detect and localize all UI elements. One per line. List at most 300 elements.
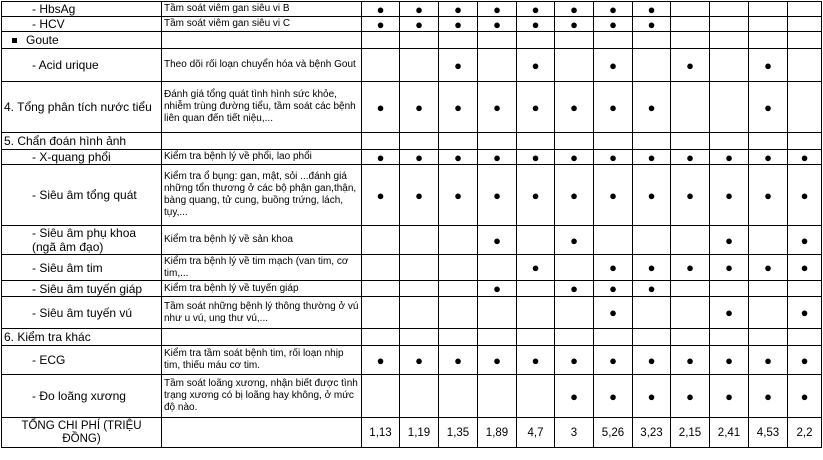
package-1-cell bbox=[362, 2, 400, 17]
included-dot-icon: ● bbox=[570, 149, 578, 165]
package-10-cell bbox=[710, 346, 749, 375]
package-10-cell bbox=[710, 329, 749, 346]
included-dot-icon: ● bbox=[609, 187, 617, 203]
included-dot-icon: ● bbox=[570, 16, 578, 32]
package-7-cell bbox=[594, 49, 633, 82]
included-dot-icon: ● bbox=[800, 388, 809, 404]
included-dot-icon: ● bbox=[493, 281, 501, 296]
package-2-cell bbox=[400, 281, 439, 297]
test-description: Tầm soát viêm gan siêu vi B bbox=[162, 2, 362, 17]
included-dot-icon: ● bbox=[764, 57, 772, 73]
included-dot-icon: ● bbox=[686, 388, 694, 404]
package-3-cell bbox=[439, 82, 478, 133]
package-7-cell bbox=[594, 32, 633, 49]
package-7-cell bbox=[594, 82, 633, 133]
package-3-cost: 1,35 bbox=[439, 418, 478, 448]
package-3-cell bbox=[439, 329, 478, 346]
included-dot-icon: ● bbox=[609, 57, 617, 73]
total-cost-row bbox=[2, 418, 822, 448]
package-12-cell bbox=[788, 255, 822, 281]
package-5-cell bbox=[517, 82, 555, 133]
package-1-cell bbox=[362, 375, 400, 418]
package-3-cell bbox=[439, 150, 478, 165]
package-12-cell bbox=[788, 329, 822, 346]
included-dot-icon: ● bbox=[531, 57, 540, 73]
package-9-cell bbox=[671, 297, 710, 329]
package-6-cell bbox=[555, 2, 594, 17]
package-10-cell bbox=[710, 133, 749, 150]
package-9-cell bbox=[671, 329, 710, 346]
included-dot-icon: ● bbox=[764, 99, 772, 115]
included-dot-icon: ● bbox=[686, 352, 694, 368]
package-4-cell bbox=[478, 255, 517, 281]
package-2-cell bbox=[400, 226, 439, 255]
package-6-cell bbox=[555, 133, 594, 150]
package-6-cell bbox=[555, 346, 594, 375]
package-5-cell bbox=[517, 329, 555, 346]
test-description: Theo dõi rối loạn chuyển hóa và bệnh Gout bbox=[162, 49, 362, 82]
test-description bbox=[162, 32, 362, 49]
included-dot-icon: ● bbox=[570, 388, 578, 404]
package-7-cell bbox=[594, 281, 633, 297]
test-name: 4. Tổng phân tích nước tiểu bbox=[4, 100, 152, 114]
package-3-cell bbox=[439, 255, 478, 281]
test-description: Đánh giá tổng quát tình hình sức khỏe, nhiễm trùng đường tiểu, tầm soát các bệnh liên quan đến tiết niệu,... bbox=[162, 82, 362, 133]
package-5-cell bbox=[517, 17, 555, 32]
included-dot-icon: ● bbox=[531, 16, 540, 32]
package-6-cell bbox=[555, 375, 594, 418]
package-7-cell bbox=[594, 17, 633, 32]
included-dot-icon: ● bbox=[454, 149, 462, 165]
package-1-cell bbox=[362, 150, 400, 165]
package-12-cell bbox=[788, 346, 822, 375]
package-4-cell bbox=[478, 165, 517, 226]
package-12-cell bbox=[788, 226, 822, 255]
included-dot-icon: ● bbox=[647, 352, 656, 368]
package-4-cell bbox=[478, 375, 517, 418]
package-4-cell bbox=[478, 82, 517, 133]
table-row bbox=[2, 2, 822, 17]
included-dot-icon: ● bbox=[609, 305, 617, 320]
included-dot-icon: ● bbox=[493, 99, 501, 115]
package-10-cell bbox=[710, 375, 749, 418]
package-8-cell bbox=[633, 255, 671, 281]
package-12-cell bbox=[788, 82, 822, 133]
package-2-cell bbox=[400, 17, 439, 32]
package-9-cell bbox=[671, 165, 710, 226]
package-1-cell bbox=[362, 165, 400, 226]
test-name: - HCV bbox=[32, 17, 65, 31]
test-name-cell bbox=[2, 375, 162, 418]
test-description: Tầm soát những bệnh lý thông thường ở vú như u vú, ung thư vú,... bbox=[162, 297, 362, 329]
package-2-cell bbox=[400, 255, 439, 281]
included-dot-icon: ● bbox=[454, 352, 462, 368]
package-5-cell bbox=[517, 150, 555, 165]
package-3-cell bbox=[439, 49, 478, 82]
test-description: Kiểm tra tầm soát bệnh tim, rối loạn nhịp tim, thiếu máu cơ tim. bbox=[162, 346, 362, 375]
included-dot-icon: ● bbox=[570, 232, 578, 248]
test-name: - Siêu âm tổng quát bbox=[32, 188, 137, 202]
table-row bbox=[2, 226, 822, 255]
package-6-cell bbox=[555, 226, 594, 255]
included-dot-icon: ● bbox=[725, 388, 733, 404]
package-9-cost: 2,15 bbox=[671, 418, 710, 448]
package-6-cell bbox=[555, 329, 594, 346]
test-description: Tầm soát viêm gan siêu vi C bbox=[162, 17, 362, 32]
included-dot-icon: ● bbox=[570, 187, 578, 203]
included-dot-icon: ● bbox=[647, 281, 656, 296]
test-name-cell bbox=[2, 32, 162, 49]
table-row bbox=[2, 82, 822, 133]
table-row bbox=[2, 150, 822, 165]
package-5-cell bbox=[517, 281, 555, 297]
package-10-cell bbox=[710, 2, 749, 17]
package-2-cell bbox=[400, 329, 439, 346]
package-2-cell bbox=[400, 32, 439, 49]
included-dot-icon: ● bbox=[647, 187, 656, 203]
package-7-cell bbox=[594, 165, 633, 226]
package-9-cell bbox=[671, 375, 710, 418]
test-name: 6. Kiểm tra khác bbox=[4, 330, 91, 344]
included-dot-icon: ● bbox=[764, 352, 772, 368]
package-3-cell bbox=[439, 32, 478, 49]
package-2-cell bbox=[400, 165, 439, 226]
package-9-cell bbox=[671, 346, 710, 375]
test-description: Kiểm tra bệnh lý về tim mạch (van tim, cơ tim,... bbox=[162, 255, 362, 281]
package-8-cell bbox=[633, 226, 671, 255]
package-11-cell bbox=[749, 281, 788, 297]
package-7-cost: 5,26 bbox=[594, 418, 633, 448]
package-12-cell bbox=[788, 375, 822, 418]
package-6-cell bbox=[555, 281, 594, 297]
package-12-cell bbox=[788, 150, 822, 165]
included-dot-icon: ● bbox=[609, 149, 617, 165]
package-2-cell bbox=[400, 150, 439, 165]
package-11-cost: 4,53 bbox=[749, 418, 788, 448]
included-dot-icon: ● bbox=[764, 260, 772, 275]
included-dot-icon: ● bbox=[531, 352, 540, 368]
package-1-cost: 1,13 bbox=[362, 418, 400, 448]
included-dot-icon: ● bbox=[800, 305, 809, 320]
included-dot-icon: ● bbox=[415, 16, 423, 32]
included-dot-icon: ● bbox=[764, 388, 772, 404]
package-10-cell bbox=[710, 281, 749, 297]
package-9-cell bbox=[671, 17, 710, 32]
package-8-cell bbox=[633, 2, 671, 17]
package-8-cell bbox=[633, 375, 671, 418]
included-dot-icon: ● bbox=[647, 1, 656, 17]
package-4-cell bbox=[478, 32, 517, 49]
test-name: - Đo loãng xương bbox=[32, 389, 126, 403]
package-10-cost: 2,41 bbox=[710, 418, 749, 448]
package-5-cell bbox=[517, 375, 555, 418]
package-9-cell bbox=[671, 226, 710, 255]
package-3-cell bbox=[439, 281, 478, 297]
test-description: Kiểm tra bệnh lý về tuyến giáp bbox=[162, 281, 362, 297]
included-dot-icon: ● bbox=[376, 16, 385, 32]
included-dot-icon: ● bbox=[454, 57, 462, 73]
package-10-cell bbox=[710, 165, 749, 226]
included-dot-icon: ● bbox=[415, 352, 423, 368]
package-11-cell bbox=[749, 226, 788, 255]
package-11-cell bbox=[749, 82, 788, 133]
package-11-cell bbox=[749, 133, 788, 150]
table-row bbox=[2, 281, 822, 297]
package-5-cost: 4,7 bbox=[517, 418, 555, 448]
included-dot-icon: ● bbox=[609, 1, 617, 17]
test-name-cell bbox=[2, 133, 162, 150]
package-7-cell bbox=[594, 375, 633, 418]
table-row bbox=[2, 297, 822, 329]
included-dot-icon: ● bbox=[686, 260, 694, 275]
package-11-cell bbox=[749, 49, 788, 82]
test-name-cell bbox=[2, 329, 162, 346]
package-8-cell bbox=[633, 17, 671, 32]
package-12-cell bbox=[788, 2, 822, 17]
package-2-cost: 1,19 bbox=[400, 418, 439, 448]
test-name-cell bbox=[2, 346, 162, 375]
package-3-cell bbox=[439, 375, 478, 418]
test-name-cell bbox=[2, 226, 162, 255]
package-3-cell bbox=[439, 165, 478, 226]
package-1-cell bbox=[362, 255, 400, 281]
test-description: Tầm soát loãng xương, nhận biết được tình trạng xương có bị loãng hay không, ở mức độ nào. bbox=[162, 375, 362, 418]
included-dot-icon: ● bbox=[764, 149, 772, 165]
included-dot-icon: ● bbox=[531, 149, 540, 165]
package-4-cell bbox=[478, 226, 517, 255]
square-bullet-icon bbox=[12, 38, 17, 43]
package-8-cell bbox=[633, 49, 671, 82]
package-5-cell bbox=[517, 49, 555, 82]
included-dot-icon: ● bbox=[531, 260, 540, 275]
package-1-cell bbox=[362, 297, 400, 329]
package-10-cell bbox=[710, 297, 749, 329]
table-row bbox=[2, 329, 822, 346]
package-2-cell bbox=[400, 2, 439, 17]
included-dot-icon: ● bbox=[725, 352, 733, 368]
included-dot-icon: ● bbox=[570, 1, 578, 17]
package-4-cost: 1,89 bbox=[478, 418, 517, 448]
package-4-cell bbox=[478, 133, 517, 150]
package-6-cell bbox=[555, 255, 594, 281]
package-2-cell bbox=[400, 346, 439, 375]
test-name: - Siêu âm tuyến giáp bbox=[32, 281, 143, 296]
included-dot-icon: ● bbox=[570, 99, 578, 115]
package-3-cell bbox=[439, 17, 478, 32]
package-11-cell bbox=[749, 17, 788, 32]
test-name: Goute bbox=[26, 33, 59, 47]
package-10-cell bbox=[710, 82, 749, 133]
included-dot-icon: ● bbox=[570, 281, 578, 296]
table-row bbox=[2, 346, 822, 375]
included-dot-icon: ● bbox=[609, 281, 617, 296]
package-3-cell bbox=[439, 133, 478, 150]
table-row bbox=[2, 255, 822, 281]
package-9-cell bbox=[671, 133, 710, 150]
package-10-cell bbox=[710, 255, 749, 281]
package-11-cell bbox=[749, 2, 788, 17]
package-10-cell bbox=[710, 32, 749, 49]
included-dot-icon: ● bbox=[609, 16, 617, 32]
package-4-cell bbox=[478, 150, 517, 165]
test-name: - Siêu âm phụ khoa (ngã âm đạo) bbox=[32, 226, 137, 254]
included-dot-icon: ● bbox=[725, 149, 733, 165]
package-6-cell bbox=[555, 82, 594, 133]
package-8-cell bbox=[633, 281, 671, 297]
package-4-cell bbox=[478, 346, 517, 375]
package-5-cell bbox=[517, 32, 555, 49]
included-dot-icon: ● bbox=[647, 260, 656, 275]
included-dot-icon: ● bbox=[800, 149, 809, 165]
included-dot-icon: ● bbox=[454, 1, 462, 17]
package-11-cell bbox=[749, 346, 788, 375]
included-dot-icon: ● bbox=[531, 187, 540, 203]
package-2-cell bbox=[400, 82, 439, 133]
test-name: - Siêu âm tuyến vú bbox=[32, 305, 133, 320]
package-3-cell bbox=[439, 2, 478, 17]
package-7-cell bbox=[594, 133, 633, 150]
package-11-cell bbox=[749, 165, 788, 226]
package-4-cell bbox=[478, 49, 517, 82]
test-name: - Siêu âm tim bbox=[32, 260, 103, 275]
included-dot-icon: ● bbox=[800, 232, 809, 248]
package-7-cell bbox=[594, 346, 633, 375]
included-dot-icon: ● bbox=[686, 149, 694, 165]
test-name: - X-quang phổi bbox=[32, 150, 111, 164]
included-dot-icon: ● bbox=[647, 99, 656, 115]
test-description: Kiểm tra bệnh lý về phổi, lao phổi bbox=[162, 150, 362, 165]
package-5-cell bbox=[517, 226, 555, 255]
package-8-cell bbox=[633, 329, 671, 346]
table-row bbox=[2, 32, 822, 49]
total-cost-label: TỔNG CHI PHÍ (TRIỆU ĐỒNG) bbox=[2, 418, 162, 448]
package-1-cell bbox=[362, 82, 400, 133]
table-row bbox=[2, 133, 822, 150]
package-6-cell bbox=[555, 297, 594, 329]
test-name-cell bbox=[2, 281, 162, 297]
test-description bbox=[162, 133, 362, 150]
package-4-cell bbox=[478, 2, 517, 17]
health-package-table bbox=[1, 1, 822, 448]
package-2-cell bbox=[400, 297, 439, 329]
table-row bbox=[2, 49, 822, 82]
included-dot-icon: ● bbox=[647, 388, 656, 404]
package-9-cell bbox=[671, 2, 710, 17]
package-11-cell bbox=[749, 255, 788, 281]
included-dot-icon: ● bbox=[609, 260, 617, 275]
included-dot-icon: ● bbox=[531, 99, 540, 115]
package-3-cell bbox=[439, 297, 478, 329]
package-5-cell bbox=[517, 133, 555, 150]
included-dot-icon: ● bbox=[764, 187, 772, 203]
package-4-cell bbox=[478, 17, 517, 32]
package-1-cell bbox=[362, 346, 400, 375]
package-8-cell bbox=[633, 165, 671, 226]
table-row bbox=[2, 375, 822, 418]
table-row bbox=[2, 165, 822, 226]
package-5-cell bbox=[517, 346, 555, 375]
package-11-cell bbox=[749, 329, 788, 346]
package-1-cell bbox=[362, 281, 400, 297]
included-dot-icon: ● bbox=[800, 352, 809, 368]
package-9-cell bbox=[671, 150, 710, 165]
package-2-cell bbox=[400, 133, 439, 150]
test-name-cell bbox=[2, 165, 162, 226]
package-2-cell bbox=[400, 375, 439, 418]
included-dot-icon: ● bbox=[493, 16, 501, 32]
package-11-cell bbox=[749, 32, 788, 49]
package-7-cell bbox=[594, 329, 633, 346]
package-6-cell bbox=[555, 32, 594, 49]
package-11-cell bbox=[749, 150, 788, 165]
package-12-cost: 2,2 bbox=[788, 418, 822, 448]
included-dot-icon: ● bbox=[647, 149, 656, 165]
package-8-cell bbox=[633, 133, 671, 150]
package-12-cell bbox=[788, 17, 822, 32]
package-4-cell bbox=[478, 329, 517, 346]
package-7-cell bbox=[594, 150, 633, 165]
package-6-cell bbox=[555, 165, 594, 226]
package-1-cell bbox=[362, 329, 400, 346]
package-1-cell bbox=[362, 32, 400, 49]
package-10-cell bbox=[710, 226, 749, 255]
included-dot-icon: ● bbox=[725, 260, 733, 275]
package-8-cell bbox=[633, 82, 671, 133]
test-name: - Acid urique bbox=[32, 58, 99, 72]
included-dot-icon: ● bbox=[609, 388, 617, 404]
package-7-cell bbox=[594, 226, 633, 255]
package-9-cell bbox=[671, 49, 710, 82]
included-dot-icon: ● bbox=[376, 1, 385, 17]
package-10-cell bbox=[710, 150, 749, 165]
package-10-cell bbox=[710, 49, 749, 82]
test-name: - ECG bbox=[32, 353, 66, 367]
package-12-cell bbox=[788, 49, 822, 82]
included-dot-icon: ● bbox=[376, 187, 385, 203]
package-8-cost: 3,23 bbox=[633, 418, 671, 448]
package-4-cell bbox=[478, 297, 517, 329]
package-1-cell bbox=[362, 49, 400, 82]
package-12-cell bbox=[788, 133, 822, 150]
package-5-cell bbox=[517, 2, 555, 17]
included-dot-icon: ● bbox=[800, 187, 809, 203]
test-name-cell bbox=[2, 150, 162, 165]
package-4-cell bbox=[478, 281, 517, 297]
included-dot-icon: ● bbox=[376, 352, 385, 368]
included-dot-icon: ● bbox=[686, 187, 694, 203]
package-6-cell bbox=[555, 17, 594, 32]
included-dot-icon: ● bbox=[570, 352, 578, 368]
package-12-cell bbox=[788, 32, 822, 49]
included-dot-icon: ● bbox=[415, 187, 423, 203]
included-dot-icon: ● bbox=[454, 187, 462, 203]
package-7-cell bbox=[594, 255, 633, 281]
package-6-cost: 3 bbox=[555, 418, 594, 448]
package-8-cell bbox=[633, 346, 671, 375]
test-description: Kiểm tra bệnh lý về sản khoa bbox=[162, 226, 362, 255]
test-name-cell bbox=[2, 297, 162, 329]
included-dot-icon: ● bbox=[415, 149, 423, 165]
test-name: 5. Chẩn đoán hình ảnh bbox=[4, 134, 127, 148]
test-name: - HbsAg bbox=[32, 2, 76, 16]
package-5-cell bbox=[517, 297, 555, 329]
included-dot-icon: ● bbox=[493, 187, 501, 203]
package-1-cell bbox=[362, 133, 400, 150]
included-dot-icon: ● bbox=[493, 232, 501, 248]
package-9-cell bbox=[671, 82, 710, 133]
package-6-cell bbox=[555, 150, 594, 165]
table-row bbox=[2, 17, 822, 32]
